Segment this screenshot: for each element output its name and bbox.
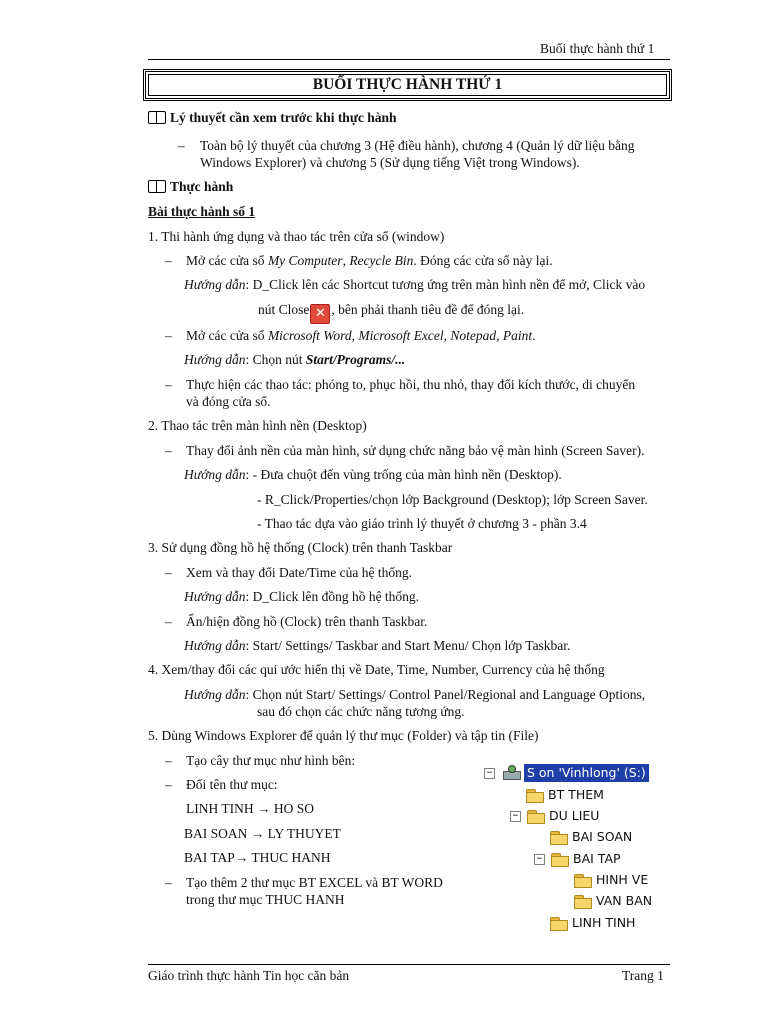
item-1a-guide: Hướng dẫn: D_Click lên các Shortcut tương ứng trên màn hình nền để mở, Click vào	[184, 277, 646, 292]
item-5a: Tạo cây thư mục như hình bên:	[186, 753, 356, 768]
collapse-icon: −	[510, 811, 521, 822]
dash-bullet: –	[165, 565, 172, 580]
item-5c-line1: Tạo thêm 2 thư mục BT EXCEL và BT WORD	[186, 875, 443, 890]
theory-item-line1: Toàn bộ lý thuyết của chương 3 (Hệ điều hành), chương 4 (Quản lý dữ liệu bằng	[200, 138, 635, 153]
folder-icon	[551, 853, 569, 866]
tree-node-du-lieu: − DU LIEU	[510, 807, 599, 825]
item-4-guide2: sau đó chọn các chức năng tương ứng.	[257, 704, 465, 719]
tree-node-root: − S on 'Vinhlong' (S:)	[484, 764, 649, 782]
item-3a-guide: Hướng dẫn: D_Click lên đồng hồ hệ thống.	[184, 589, 420, 604]
rename-1: LINH TINH → HO SO	[186, 801, 314, 816]
folder-icon	[526, 789, 544, 802]
book-icon	[148, 111, 166, 123]
dash-bullet: –	[178, 138, 185, 153]
dash-bullet: –	[165, 253, 172, 268]
item-4: 4. Xem/thay đổi các qui ước hiển thị về Date, Time, Number, Currency của hệ thống	[148, 662, 605, 677]
tree-node-linh-tinh: LINH TINH	[550, 914, 635, 932]
exercise-title: Bài thực hành số 1	[148, 204, 256, 219]
theory-item-line2: Windows Explorer) và chương 5 (Sử dụng tiếng Việt trong Windows).	[200, 155, 580, 170]
item-3: 3. Sử dụng đồng hồ hệ thống (Clock) trên thanh Taskbar	[148, 540, 453, 555]
footer-left: Giáo trình thực hành Tin học căn bản	[148, 968, 350, 983]
item-3a: Xem và thay đổi Date/Time của hệ thống.	[186, 565, 412, 580]
item-1a-guide-cont: nút Close ✕ , bên phải thanh tiêu đề để đóng lại.	[258, 302, 524, 324]
folder-icon	[550, 831, 568, 844]
item-3b: Ẩn/hiện đồng hồ (Clock) trên thanh Taskbar.	[186, 614, 428, 629]
dash-bullet: –	[165, 753, 172, 768]
tree-node-bai-soan: BAI SOAN	[550, 828, 632, 846]
dash-bullet: –	[165, 328, 172, 343]
folder-icon	[574, 895, 592, 908]
running-header: Buổi thực hành thứ 1	[540, 41, 655, 56]
folder-icon	[527, 810, 545, 823]
item-1c-line1: Thực hiện các thao tác: phóng to, phục hồi, thu nhỏ, thay đổi kích thước, di chuyển	[186, 377, 636, 392]
tree-node-hinh-ve: HINH VE	[574, 871, 648, 889]
book-icon	[148, 180, 166, 192]
footer-rule	[148, 964, 670, 965]
dash-bullet: –	[165, 443, 172, 458]
item-3b-guide: Hướng dẫn: Start/ Settings/ Taskbar and Start Menu/ Chọn lớp Taskbar.	[184, 638, 571, 653]
network-drive-icon	[501, 765, 521, 781]
item-5b: Đổi tên thư mục:	[186, 777, 278, 792]
header-rule	[148, 59, 670, 60]
dash-bullet: –	[165, 875, 172, 890]
item-1a: Mở các cửa sổ My Computer, Recycle Bin. Đóng các cửa sổ này lại.	[186, 253, 553, 268]
rename-3: BAI TAP→ THUC HANH	[184, 850, 331, 865]
dash-bullet: –	[165, 614, 172, 629]
item-1c-line2: và đóng cửa sổ.	[186, 394, 271, 409]
folder-icon	[574, 874, 592, 887]
dash-bullet: –	[165, 377, 172, 392]
rename-2: BAI SOAN → LY THUYET	[184, 826, 341, 841]
item-2a: Thay đổi ảnh nền của màn hình, sử dụng chức năng bảo vệ màn hình (Screen Saver).	[186, 443, 645, 458]
close-button-icon: ✕	[310, 304, 330, 324]
item-1: 1. Thi hành ứng dụng và thao tác trên cửa sổ (window)	[148, 229, 445, 244]
item-2a-guide1: Hướng dẫn: - Đưa chuột đến vùng trống của màn hình nền (Desktop).	[184, 467, 562, 482]
item-2a-guide3: - Thao tác dựa vào giáo trình lý thuyết ở chương 3 - phần 3.4	[257, 516, 587, 531]
folder-icon	[550, 917, 568, 930]
collapse-icon: −	[534, 854, 545, 865]
tree-node-bt-them: BT THEM	[526, 786, 604, 804]
item-4-guide1: Hướng dẫn: Chọn nút Start/ Settings/ Control Panel/Regional and Language Options,	[184, 687, 646, 702]
item-1b-guide: Hướng dẫn: Chọn nút Start/Programs/...	[184, 352, 406, 367]
section-theory-heading: Lý thuyết cần xem trước khi thực hành	[148, 110, 397, 126]
item-5c-line2: trong thư mục THUC HANH	[186, 892, 345, 907]
tree-node-van-ban: VAN BAN	[574, 892, 652, 910]
section-practice-heading: Thực hành	[148, 179, 233, 195]
collapse-icon: −	[484, 768, 495, 779]
dash-bullet: –	[165, 777, 172, 792]
item-2a-guide2: - R_Click/Properties/chọn lớp Background (Desktop); lớp Screen Saver.	[257, 492, 648, 507]
page-number: Trang 1	[622, 968, 664, 983]
page-title: BUỔI THỰC HÀNH THỨ 1	[143, 69, 672, 101]
item-2: 2. Thao tác trên màn hình nền (Desktop)	[148, 418, 367, 433]
item-5: 5. Dùng Windows Explorer để quản lý thư mục (Folder) và tập tin (File)	[148, 728, 539, 743]
folder-tree-figure	[484, 762, 664, 942]
item-1b: Mở các cửa sổ Microsoft Word, Microsoft Excel, Notepad, Paint.	[186, 328, 536, 343]
tree-node-bai-tap: − BAI TAP	[534, 850, 621, 868]
